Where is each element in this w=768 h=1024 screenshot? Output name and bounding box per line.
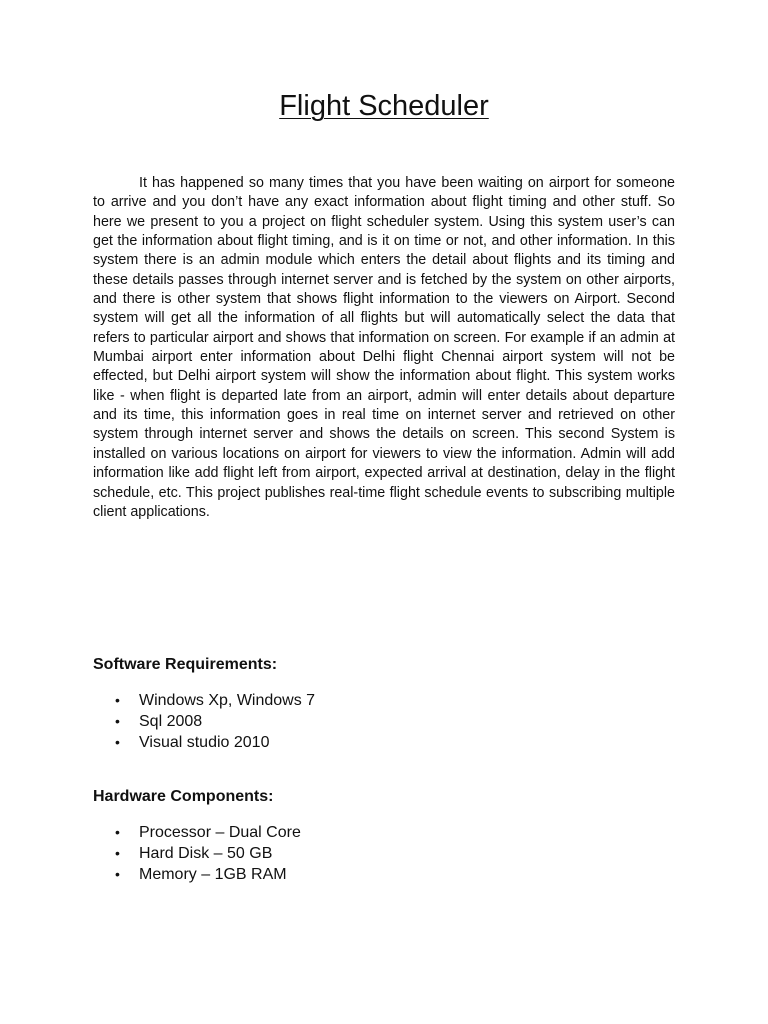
bullet-icon: • bbox=[115, 824, 120, 840]
list-item-text: Hard Disk – 50 GB bbox=[139, 845, 273, 862]
bullet-icon: • bbox=[115, 845, 120, 861]
bullet-icon: • bbox=[115, 713, 120, 729]
list-item-text: Visual studio 2010 bbox=[139, 734, 270, 751]
list-item bbox=[93, 711, 315, 732]
list-item bbox=[93, 732, 315, 753]
list-item-text: Sql 2008 bbox=[139, 713, 203, 730]
bullet-icon: • bbox=[115, 692, 120, 708]
list-item bbox=[93, 843, 301, 864]
hardware-components-heading: Hardware Components: bbox=[93, 788, 274, 805]
hardware-components-list bbox=[93, 822, 301, 885]
list-item-text: Memory – 1GB RAM bbox=[139, 866, 287, 883]
intro-paragraph: It has happened so many times that you have been waiting on airport for someone to arrive and you don’t have any exact information about flight timing and other stuff. So here we present to you a project on flight scheduler system. Using this system user’s can get the information about flight timing, and is it on time or not, and other information. In this system there is an admin module which enters the detail about flights and its timing and these details passes through internet server and is fetched by the system on other airports, and there is other system that shows flight information to the viewers on Airport. Second system will get all the information of all flights but will automatically select the data that refers to particular airport and shows that information on screen. For example if an admin at Mumbai airport enter information about Delhi flight Chennai airport system will not be effected, but Delhi airport system will show the information about flight. This system works like - when flight is departed late from an airport, admin will enter details about departure and its time, this information goes in real time on internet server and retrieved on other system through internet server and shows the details on screen. This second System is installed on various locations on airport for viewers to view the information. Admin will add information like add flight left from airport, expected arrival at destination, delay in the flight schedule, etc. This project publishes real-time flight schedule events to subscribing multiple client applications. bbox=[93, 175, 675, 520]
list-item bbox=[93, 822, 301, 843]
software-requirements-heading: Software Requirements: bbox=[93, 656, 278, 673]
page-title: Flight Scheduler bbox=[279, 90, 489, 122]
list-item-text: Processor – Dual Core bbox=[139, 824, 301, 841]
software-requirements-list bbox=[93, 690, 315, 753]
list-item-text: Windows Xp, Windows 7 bbox=[139, 692, 316, 709]
list-item bbox=[93, 690, 315, 711]
bullet-icon: • bbox=[115, 734, 120, 750]
bullet-icon: • bbox=[115, 866, 120, 882]
list-item bbox=[93, 864, 301, 885]
